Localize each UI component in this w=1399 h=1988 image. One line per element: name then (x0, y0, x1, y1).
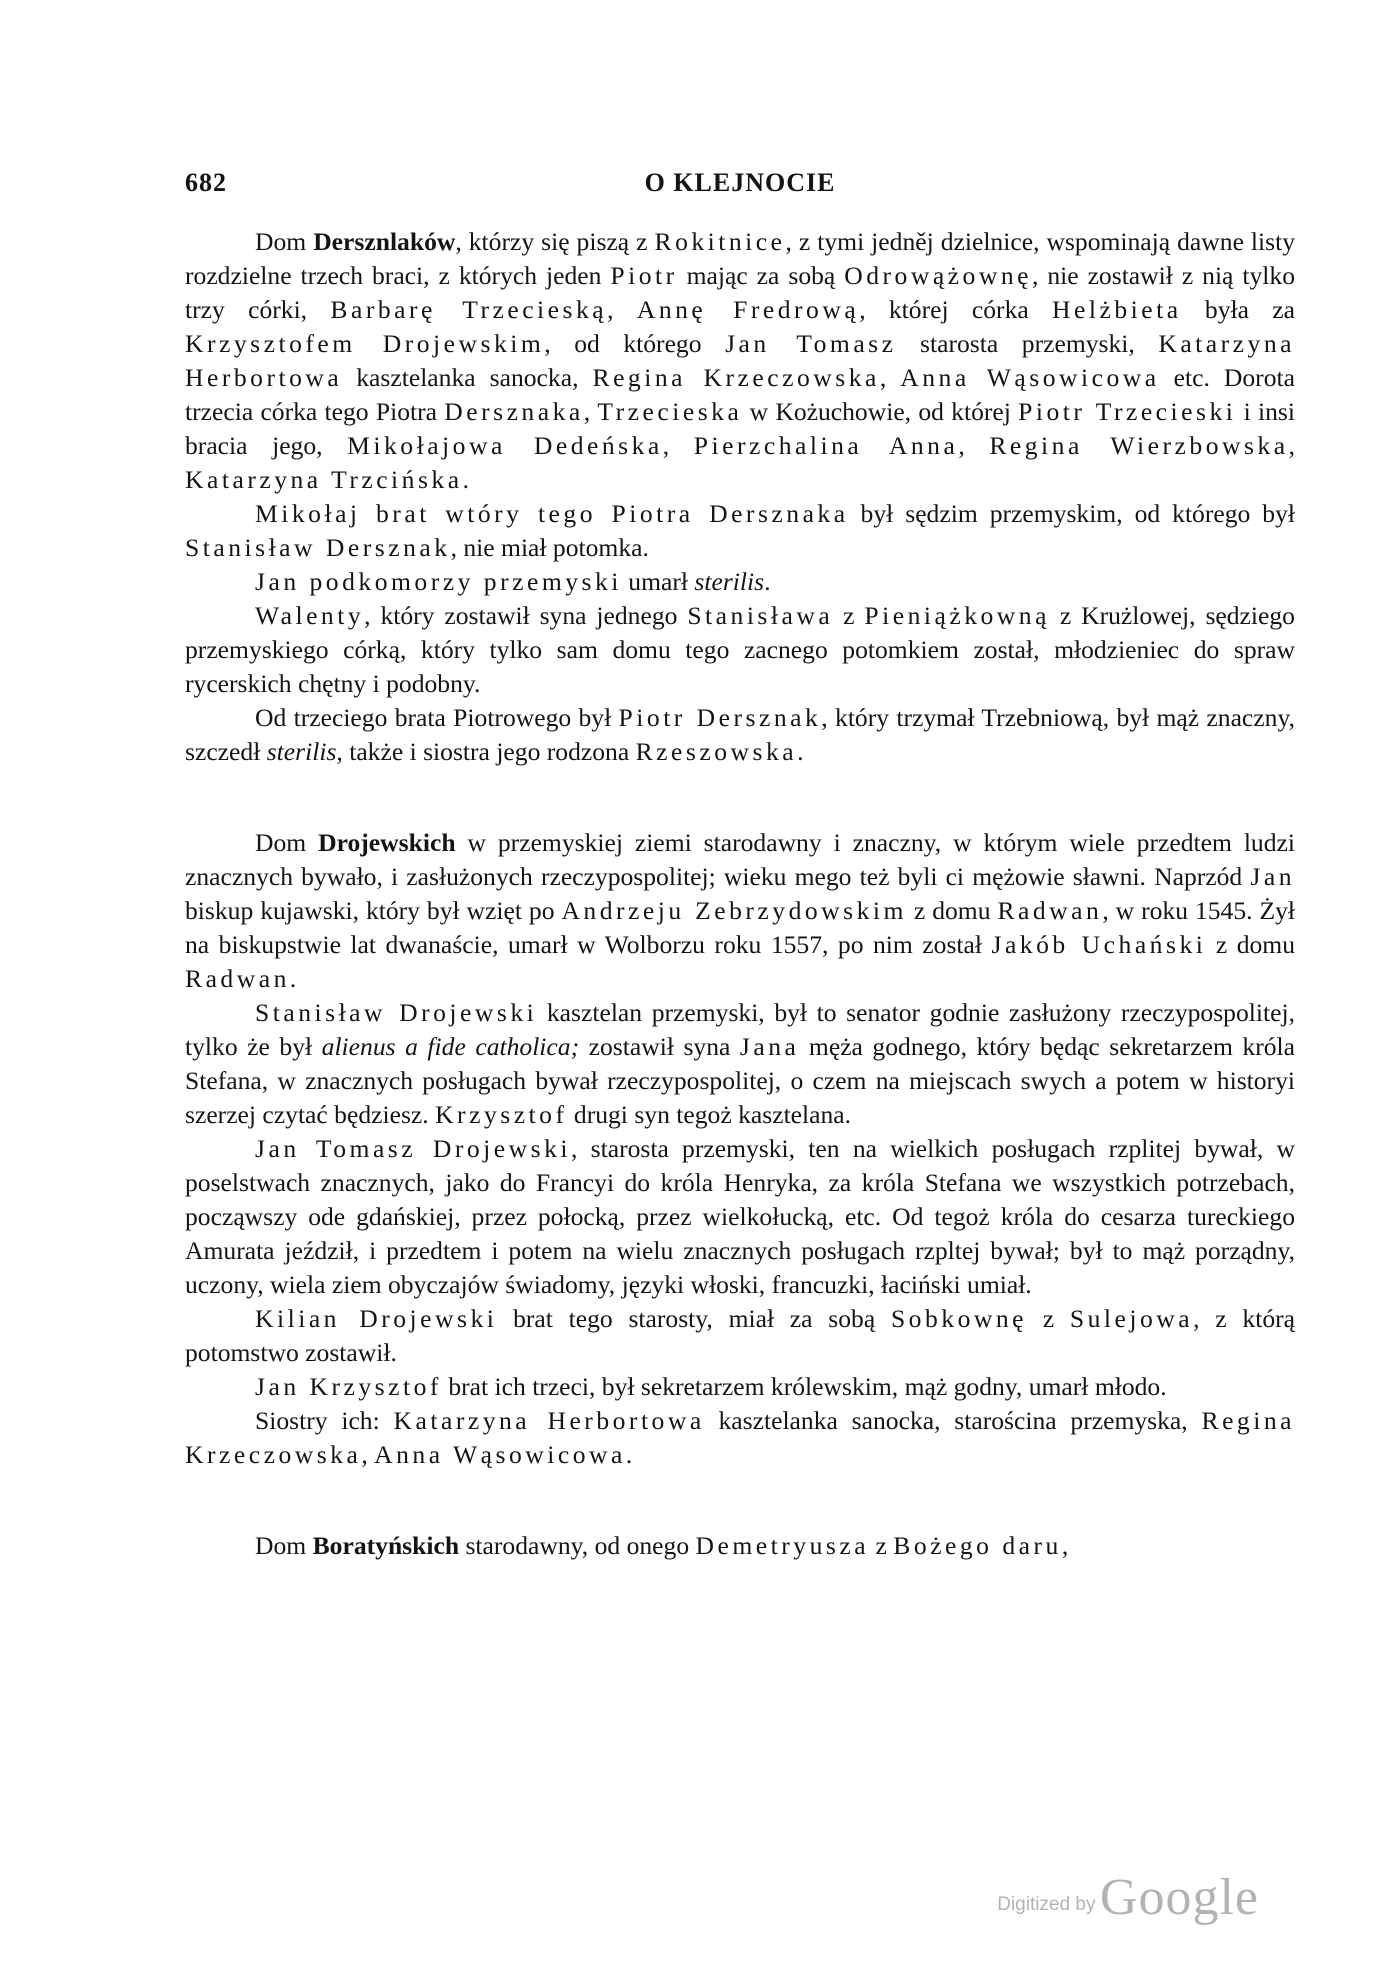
personal-name: Andrzeju Zebrzydowskim (561, 896, 907, 925)
digitized-by-label: Digitized by (997, 1894, 1096, 1915)
text-run: kasztelanka sanocka, starościna przemyska, (704, 1406, 1202, 1435)
text-run: . (289, 964, 297, 993)
personal-name: Jan podkomorzy przemyski (255, 567, 622, 596)
paragraph (185, 599, 1295, 701)
personal-name: Jana (739, 1032, 800, 1061)
text-run: z (833, 601, 865, 630)
paragraph (185, 701, 1295, 769)
personal-name: Katarzyna Herbortowa (393, 1406, 705, 1435)
personal-name: Demetryusza (695, 1531, 870, 1560)
paragraph (185, 1302, 1295, 1370)
personal-name: Rokitnice (654, 227, 786, 256)
personal-name: Mikołajowa Dedeńska (347, 431, 663, 460)
body-text (185, 225, 1295, 1563)
text-run: , nie miał potomka. (450, 533, 649, 562)
text-run: z (1027, 1304, 1070, 1333)
text-run: Od trzeciego brata Piotrowego był (255, 703, 619, 732)
personal-name: Annę Fredrową (636, 295, 860, 324)
text-run: w przemyskiej ziemi starodawny i znaczny, w którym wiele przedtem ludzi znacznych bywało, i zasłużonych rzeczypospolitej; wieku mego też byli ci mężowie sławni. Naprzód (185, 828, 1295, 891)
personal-name: Katarzyna Trzcińska (185, 465, 463, 494)
text-run: , (361, 1440, 375, 1469)
personal-name: Regina Krzeczowska (592, 363, 880, 392)
text-run: z Krużlowej, sędziego przemyskiego córką, który tylko sam domu tego zacnego potomkiem został, młodzieniec do spraw rycerskich chętny i podobny. (185, 601, 1295, 698)
text-run: , który trzymał Trzebniową, był mąż znaczny, szczedł (185, 703, 1295, 766)
text-run: umarł (621, 567, 695, 596)
text-run: . (797, 737, 804, 766)
personal-name: Sobkownę (890, 1304, 1028, 1333)
text-run: kasztelan przemyski, był to senator godnie zasłużony rzeczypospolitej, tylko że był (185, 998, 1295, 1061)
personal-name: Odrowążownę (844, 261, 1032, 290)
text-run: i insi bracia jego, (185, 397, 1295, 460)
family-name-heading: Dersznlaków (313, 227, 456, 256)
personal-name: Stanisława (687, 601, 834, 630)
personal-name: Sulejowa (1069, 1304, 1194, 1333)
personal-name: Stanisław Drojewski (255, 998, 538, 1027)
personal-name: Krzysztofem Drojewskim (185, 329, 545, 358)
personal-name: Anna Wąsowicowa (900, 363, 1160, 392)
personal-name: Jakób Uchański (991, 930, 1207, 959)
text-run: , który zostawił syna jednego (364, 601, 688, 630)
personal-name: Jan Tomasz Drojewski (255, 1134, 571, 1163)
personal-name: Anna Wąsowicowa (374, 1440, 626, 1469)
personal-name: Piotr Dersznak (618, 703, 822, 732)
personal-name: Pierzchalina Anna (693, 431, 959, 460)
text-run: , (1288, 431, 1295, 460)
google-wordmark: Google (1099, 1869, 1259, 1926)
family-name-heading: Boratyńskich (312, 1531, 460, 1560)
personal-name: Jan Krzysztof (255, 1372, 442, 1401)
text-run: , także i siostra jego rodzona (336, 737, 636, 766)
digitized-by-google-watermark (997, 1868, 1259, 1927)
paragraph (185, 996, 1295, 1132)
text-run: Siostry ich: (255, 1406, 394, 1435)
text-run: , (958, 431, 990, 460)
personal-name: Kilian Drojewski (255, 1304, 498, 1333)
text-run: zostawił syna (579, 1032, 740, 1061)
personal-name: Pieniążkowną (864, 601, 1050, 630)
text-run: , (1061, 1531, 1069, 1560)
personal-name: Jan (1250, 862, 1295, 891)
text-run: brat ich trzeci, był sekretarzem królewskim, mąż godny, umarł młodo. (441, 1372, 1167, 1401)
personal-name: Radwan (185, 964, 290, 993)
text-run: w Kożuchowie, od której (742, 397, 1019, 426)
personal-name: Krzysztof (435, 1100, 568, 1129)
running-title: O KLEJNOCIE (644, 168, 836, 197)
paragraph (185, 497, 1295, 565)
text-run: męża godnego, który będąc sekretarzem króla Stefana, w znacznych posługach bywał rzeczypospolitej, o czem na miejscach swych a potem w historyi szerzej czytać będziesz. (185, 1032, 1295, 1129)
personal-name: Trzecieska (597, 397, 743, 426)
text-run: drugi syn tegoż kasztelana. (567, 1100, 852, 1129)
paragraph (185, 1404, 1295, 1472)
text-run: , którzy się piszą z (455, 227, 655, 256)
page-number: 682 (185, 168, 227, 197)
text-run: , w roku 1545. Żył na biskupstwie lat dwanaście, umarł w Wolborzu roku 1557, po nim został (185, 896, 1295, 959)
text-run: brat tego starosty, miał za sobą (497, 1304, 891, 1333)
latin-phrase: alienus a fide catholica; (321, 1032, 580, 1061)
text-run: z domu (906, 896, 998, 925)
text-run: , nie zostawił z nią tylko trzy córki, (185, 261, 1295, 324)
personal-name: Barbarę Trzecieską (330, 295, 608, 324)
personal-name: Piotr Trzecieski (1018, 397, 1237, 426)
personal-name: Regina Wierzbowska (989, 431, 1289, 460)
text-run: , (583, 397, 598, 426)
page-header (185, 168, 1295, 208)
personal-name: Walenty (255, 601, 365, 630)
personal-name: Dersznaka (444, 397, 584, 426)
personal-name: Mikołaj brat wtóry tego Piotra Dersznaka (255, 499, 849, 528)
text-run: z (869, 1531, 894, 1560)
paragraph (185, 1132, 1295, 1302)
personal-name: Radwan (997, 896, 1103, 925)
text-run: starodawny, od onego (459, 1531, 696, 1560)
latin-phrase: sterilis (266, 737, 337, 766)
text-run: . (764, 567, 771, 596)
text-run: starosta przemyski, (896, 329, 1159, 358)
text-run: , z którą potomstwo zostawił. (185, 1304, 1296, 1367)
text-run: kasztelanka sanocka, (342, 363, 593, 392)
text-run: był sędzim przemyskim, od którego był (848, 499, 1295, 528)
text-run: Dom (255, 1531, 313, 1560)
text-run: , (879, 363, 901, 392)
text-run: była za (1181, 295, 1295, 324)
text-run: , starosta przemyski, ten na wielkich posługach rzplitej bywał, w poselstwach znacznych, jako do Francyi do króla Henryka, za króla Stefana we wszystkich potrzebach, począwszy ode gdańskiej, przez połocką, przez wielkołucką, etc. Od tegoż króla do cesarza tureckiego Amurata jeździł, i przedtem i potem na wielu znacznych posługach rzpltej bywał; był to mąż porządny, uczony, wiela ziem obyczajów świadomy, języki włoski, francuzki, łaciński umiał. (185, 1134, 1295, 1299)
personal-name: Bożego daru (893, 1531, 1062, 1560)
text-run: . (625, 1440, 633, 1469)
paragraph (185, 826, 1295, 996)
personal-name: Helżbieta (1052, 295, 1182, 324)
personal-name: Katarzyna Herbortowa (185, 329, 1295, 392)
text-run: , od którego (544, 329, 726, 358)
text-run: , (607, 295, 637, 324)
text-run: z domu (1206, 930, 1295, 959)
text-run: Dom (255, 828, 319, 857)
text-run: biskup kujawski, który był wzięt po (185, 896, 562, 925)
personal-name: Rzeszowska (635, 737, 798, 766)
paragraph (185, 225, 1295, 497)
text-run: mając za sobą (677, 261, 845, 290)
text-run: , której córka (859, 295, 1053, 324)
text-run: Dom (255, 227, 314, 256)
paragraph (185, 1370, 1295, 1404)
paragraph (185, 565, 1295, 599)
personal-name: Jan Tomasz (725, 329, 897, 358)
text-run: , (662, 431, 694, 460)
personal-name: Regina Krzeczowska (185, 1406, 1295, 1469)
paragraph (185, 1529, 1295, 1563)
personal-name: Piotr (610, 261, 678, 290)
text-run: , z tymi jedněj dzielnice, wspominają dawne listy rozdzielne trzech braci, z których jeden (185, 227, 1296, 290)
latin-phrase: sterilis (694, 567, 765, 596)
family-name-heading: Drojewskich (318, 828, 456, 857)
text-run: etc. Dorota trzecia córka tego Piotra (185, 363, 1295, 426)
personal-name: Stanisław Dersznak (185, 533, 451, 562)
text-run: . (462, 465, 469, 494)
